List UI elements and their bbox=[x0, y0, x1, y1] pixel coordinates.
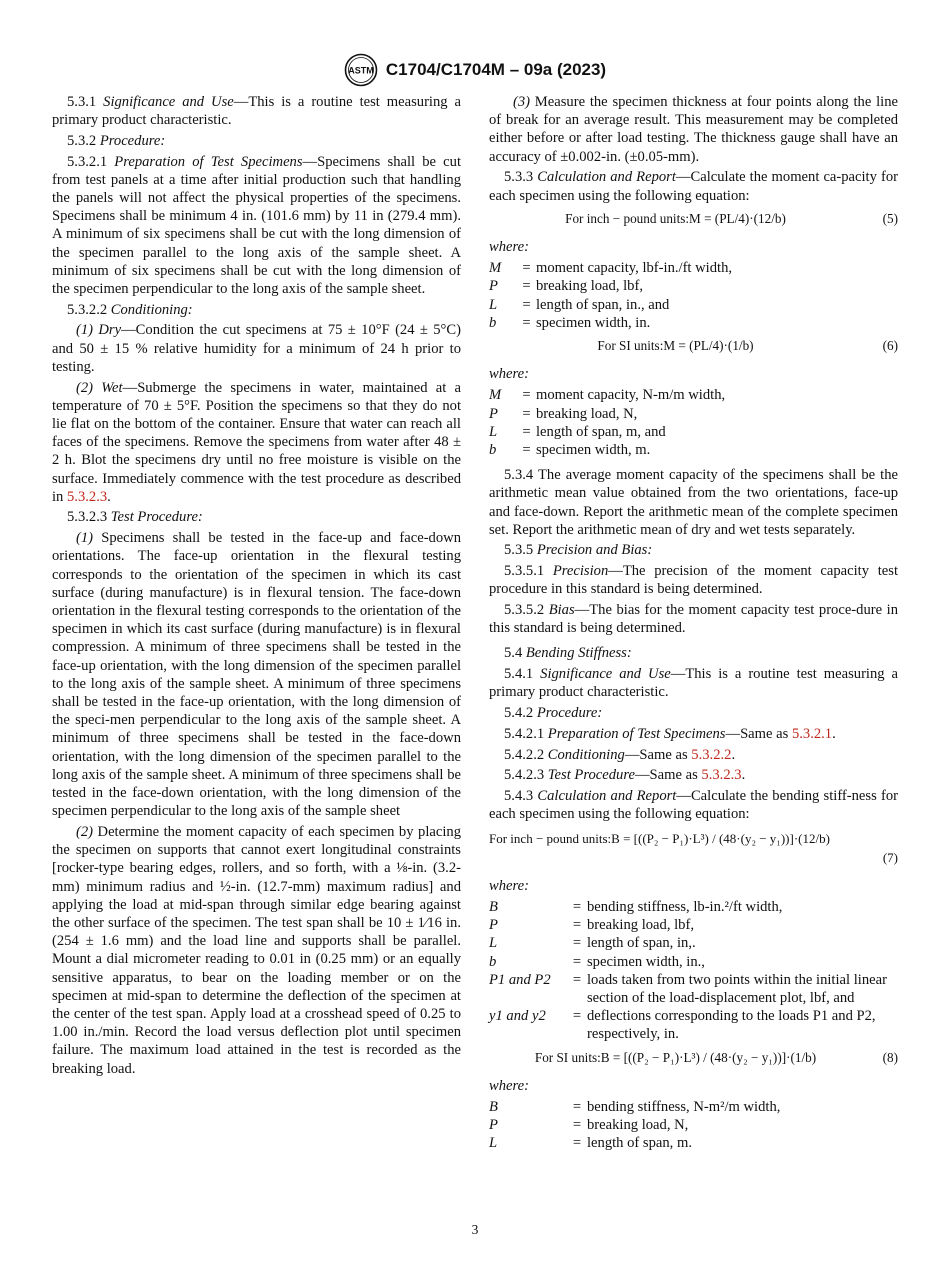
variable-row: M = moment capacity, lbf-in./ft width, bbox=[489, 260, 733, 277]
page-header bbox=[0, 50, 950, 90]
where-label: where: bbox=[489, 366, 529, 383]
section-5-4-2: 5.4.2 Procedure: bbox=[504, 705, 603, 722]
section-5-4-1: 5.4.1 Significance and Use—This is a routine test measuring a primary product characteristic. bbox=[489, 666, 899, 701]
variable-row: P = breaking load, lbf, bbox=[489, 278, 643, 295]
variable-list-4 bbox=[489, 1098, 898, 1153]
page-number: 3 bbox=[471, 1222, 479, 1237]
section-5-3-5: 5.3.5 Precision and Bias: bbox=[504, 542, 653, 559]
variable-row: L = length of span, in., and bbox=[489, 296, 670, 313]
where-label: where: bbox=[489, 877, 529, 894]
variable-row: L = length of span, m. bbox=[489, 1135, 692, 1152]
equation-5-number: (5) bbox=[882, 210, 898, 226]
section-5-3-2-3: 5.3.2.3 Test Procedure: bbox=[67, 509, 203, 526]
equation-7-formula: For inch − pound units:B = [((P₂ − P₁)·L³) / (48·(y₂ − y₁))]·(12/b) bbox=[489, 831, 830, 847]
section-5-3-2: 5.3.2 Procedure: bbox=[67, 132, 166, 149]
equation-5 bbox=[489, 210, 898, 228]
section-5-3-1: 5.3.1 Significance and Use—This is a routine test measuring a primary product characteristic. bbox=[52, 94, 462, 129]
section-5-3-5-1: 5.3.5.1 Precision—The precision of the moment capacity test procedure in this standard is being determined. bbox=[489, 563, 898, 598]
test-procedure-1: (1) Specimens shall be tested in the face-up and face-down orientations. The face-up orientation in the flexural testing corresponds to the orientation of the specimen in which its cast surface (during manufacture) is in flexural tension. The face-down orientation in the flexural testing corresponds to the orientation of the specimen in which its cast surface (during manufacture) is in flexural compression. A minimum of three specimens shall be tested in the face-up orientation, with the long dimension of the specimen parallel to the long axis of the sample sheet. A minimum of three specimens shall be tested in the face-up orientation, with the long dimension of the speci-men perpendicular to the long axis of the sample sheet. A minimum of three specimens shall be tested in the face-down orientation, with the long dimension of the specimen parallel to the long axis of the sample sheet. A minimum of three specimens shall be tested in the face-down orientation, with the long dimension of the specimen perpendicular to the long axis of the sample sheet bbox=[52, 530, 461, 820]
section-5-3-4: 5.3.4 The average moment capacity of the specimens shall be the arithmetic mean value obtained from the two orientations, face-up and face-down. Report the arithmetic mean of the complete specimen set. Report the arithmetic mean of dry and wet tests separately. bbox=[489, 467, 898, 538]
variable-row: M = moment capacity, N-m/m width, bbox=[489, 387, 726, 404]
variable-row: P1 and P2 = loads taken from two points within the initial linear section of the load-displacement plot, lbf, and bbox=[489, 971, 887, 1006]
variable-list-2 bbox=[489, 386, 898, 459]
section-5-3-5-2: 5.3.5.2 Bias—The bias for the moment capacity test proce-dure in this standard is being determined. bbox=[489, 602, 899, 637]
equation-7 bbox=[489, 830, 898, 866]
ref-link-5-3-2-3[interactable]: 5.3.2.3 bbox=[67, 488, 108, 505]
variable-list-1 bbox=[489, 259, 898, 332]
variable-row: b = specimen width, in. bbox=[489, 314, 651, 331]
ref-link-5-3-2-1[interactable]: 5.3.2.1 bbox=[791, 725, 833, 742]
section-5-4: 5.4 Bending Stiffness: bbox=[504, 645, 632, 662]
section-5-3-2-1: 5.3.2.1 Preparation of Test Specimens—Specimens shall be cut from test panels at a time after initial production such that handling the panels will not affect the physical properties of the specimens. Specimens shall be minimum 4 in. (101.6 mm) by 11 in (279.4 mm). A minimum of six specimens shall be cut with the long dimension of the specimen parallel to the long axis of the sample sheet. A minimum of six specimens shall be cut with the long dimension of the specimen perpendicular to the long axis of the sample sheet. bbox=[52, 153, 462, 298]
section-5-4-2-2: 5.4.2.2 Conditioning—Same as 5.3.2.2. bbox=[504, 746, 736, 763]
ref-link-5-3-2-2[interactable]: 5.3.2.2 bbox=[691, 746, 732, 763]
document-designation: C1704/C1704M – 09a (2023) bbox=[385, 60, 607, 79]
variable-row: y1 and y2 = deflections corresponding to the loads P1 and P2, respectively, in. bbox=[489, 1008, 876, 1043]
where-label: where: bbox=[489, 238, 529, 255]
variable-row: P = breaking load, N, bbox=[489, 405, 638, 422]
section-5-4-3: 5.4.3 Calculation and Report—Calculate the bending stiff-ness for each specimen using the following equation: bbox=[489, 787, 898, 823]
section-5-3-3: 5.3.3 Calculation and Report—Calculate the moment ca-pacity for each specimen using the following equation: bbox=[489, 169, 898, 204]
equation-5-formula: For inch − pound units:M = (PL/4)·(12/b) bbox=[565, 210, 786, 226]
variable-row: P = breaking load, N, bbox=[489, 1117, 689, 1134]
conditioning-wet: (2) Wet—Submerge the specimens in water, maintained at a temperature of 70 ± 5°F. Position the specimens so that they do not lie flat on the bottom of the container. Ensure that water can reach all faces of the specimens. Remove the specimens from water after 48 ± 2 h. Blot the specimens dry until no free moisture is visible on the surface. Immediately commence with the test procedure as described in 5.3.2.3. bbox=[52, 379, 461, 505]
test-procedure-2: (2) Determine the moment capacity of each specimen by placing the specimen on supports that cannot exert longitudinal constraints [rocker-type bearing edges, rollers, and so forth, with a ⅛-in. (3.2-mm) minimum radius and ½-in. (12.7-mm) maximum radius] and applying the load at mid-span through similar edge bearing against the other surface of the specimen. The test span shall be 10 ± 1⁄16 in. (254 ± 1.6 mm) and the load line and supports shall be parallel. Mount a dial micrometer reading to 0.01 in (0.25 mm) or an equally sensitive apparatus, to bear on the loading member or on the specimen at mid-span to determine the deflection of the specimen at the center of the test span. Apply load at a crosshead speed of 0.25 to 1.00 in./min. Record the load versus deflection plot until specimen failure. The maximum load attained in the test is recorded as the breaking load. bbox=[52, 823, 461, 1077]
astm-logo-icon bbox=[344, 53, 378, 87]
equation-8-formula: For SI units:B = [((P₂ − P₁)·L³) / (48·(y₂ − y₁))]·(1/b) bbox=[534, 1049, 817, 1065]
variable-list-3 bbox=[489, 898, 898, 1044]
left-column bbox=[52, 93, 461, 1080]
svg-text:ASTM: ASTM bbox=[348, 65, 374, 76]
equation-7-number: (7) bbox=[882, 849, 898, 865]
variable-row: L = length of span, in,. bbox=[489, 935, 696, 952]
ref-link-5-3-2-3[interactable]: 5.3.2.3 bbox=[701, 767, 742, 784]
conditioning-dry: (1) Dry—Condition the cut specimens at 75 ± 10°F (24 ± 5°C) and 50 ± 15 % relative humidity for a minimum of 24 h prior to testing. bbox=[52, 322, 461, 375]
variable-row: B = bending stiffness, lb-in.²/ft width, bbox=[489, 898, 783, 915]
test-procedure-3: (3) Measure the specimen thickness at four points along the line of break for an average result. This measurement may be completed either before or after load testing. The thickness gauge shall have an accuracy of ±0.002-in. (±0.05-mm). bbox=[489, 94, 898, 165]
variable-row: b = specimen width, in., bbox=[489, 953, 705, 970]
variable-row: P = breaking load, lbf, bbox=[489, 917, 694, 934]
section-5-4-2-3: 5.4.2.3 Test Procedure—Same as 5.3.2.3. bbox=[504, 767, 746, 784]
variable-row: b = specimen width, m. bbox=[489, 441, 651, 458]
equation-6-number: (6) bbox=[882, 337, 898, 353]
variable-row: B = bending stiffness, N-m²/m width, bbox=[489, 1098, 781, 1115]
equation-8-number: (8) bbox=[882, 1049, 898, 1065]
section-5-3-2-2: 5.3.2.2 Conditioning: bbox=[67, 301, 193, 318]
where-label: where: bbox=[489, 1077, 529, 1094]
section-5-4-2-1: 5.4.2.1 Preparation of Test Specimens—Same as 5.3.2.1. bbox=[504, 725, 836, 742]
equation-6 bbox=[489, 337, 898, 355]
equation-8 bbox=[489, 1049, 898, 1067]
variable-row: L = length of span, m, and bbox=[489, 423, 666, 440]
right-column bbox=[489, 93, 898, 1157]
equation-6-formula: For SI units:M = (PL/4)·(1/b) bbox=[597, 337, 754, 353]
